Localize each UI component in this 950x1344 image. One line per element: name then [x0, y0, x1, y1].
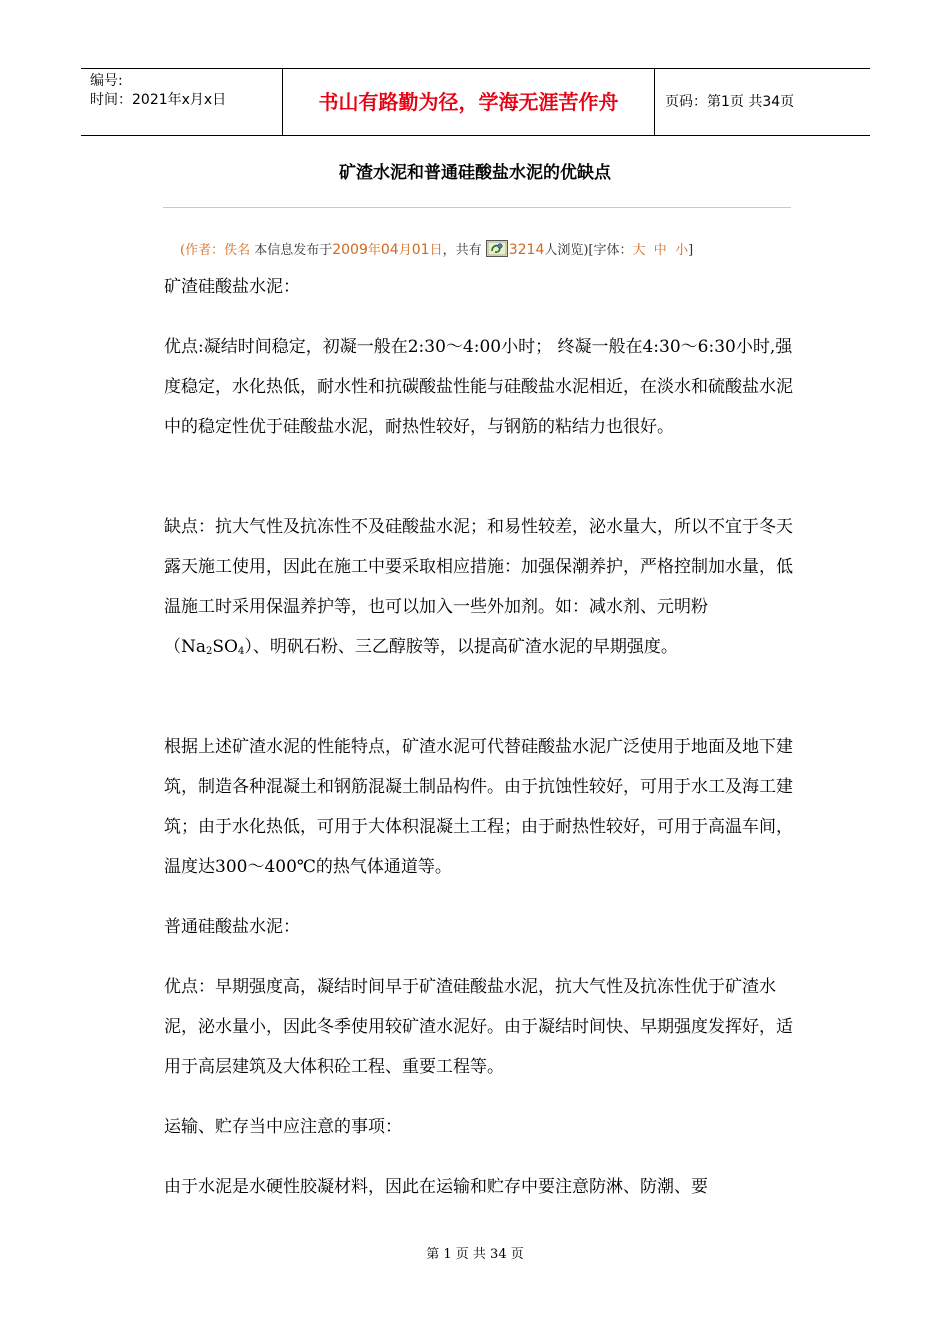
meta-year-unit: 年	[367, 243, 381, 258]
document-title: 矿渣水泥和普通硅酸盐水泥的优缺点	[339, 163, 611, 183]
paragraph-portland-advantages: 优点：早期强度高，凝结时间早于矿渣硅酸盐水泥，抗大气性及抗冻性优于矿渣水泥，泌水量小，因此冬季使用较矿渣水泥好。由于凝结时间快、早期强度发挥好，适用于高层建筑及大体积砼工程、重要工程等。	[164, 977, 793, 1077]
meta-month-unit: 月	[398, 243, 412, 258]
serial-number-label: 编号:	[90, 73, 123, 89]
meta-year: 2009	[332, 242, 368, 258]
meta-month: 04	[380, 242, 399, 258]
meta-views-count: 3214	[508, 242, 545, 258]
page-header	[81, 68, 870, 136]
paragraph-transport-body: 由于水泥是水硬性胶凝材料，因此在运输和贮存中要注意防淋、防潮、要	[164, 1177, 708, 1197]
meta-open-paren: (	[180, 243, 186, 258]
meta-day: 01	[411, 242, 430, 258]
paragraph-portland-heading: 普通硅酸盐水泥：	[164, 917, 300, 937]
slag-disadvantages-text-a: 缺点：抗大气性及抗冻性不及硅酸盐水泥；和易性较差，泌水量大，所以不宜于冬天露天施工使用，因此在施工中要采取相应措施：加强保潮养护，严格控制加水量，低温施工时采用保温养护等，也可以加入一些外加剂。如：减水剂、元明粉（Na	[164, 517, 793, 657]
article-meta	[180, 240, 693, 261]
meta-close-bracket: ]	[688, 243, 694, 258]
views-counter-icon	[486, 240, 508, 257]
meta-day-unit: 日	[429, 243, 443, 258]
paragraph-transport-heading: 运输、贮存当中应注意的事项：	[164, 1117, 402, 1137]
slag-disadvantages-text-b: ）、明矾石粉、三乙醇胺等，以提高矿渣水泥的早期强度。	[244, 637, 678, 657]
page-footer: 第 1 页 共 34 页	[426, 1247, 524, 1262]
formula-subscript-2: 2	[206, 646, 213, 657]
title-divider	[163, 207, 791, 208]
meta-published-prefix: 本信息发布于	[250, 243, 333, 258]
formula-subscript-4: 4	[237, 646, 245, 657]
meta-views-suffix: 人浏览)[字体：	[544, 243, 633, 258]
font-size-large-link[interactable]: 大	[632, 243, 646, 258]
paragraph-slag-applications: 根据上述矿渣水泥的性能特点，矿渣水泥可代替硅酸盐水泥广泛使用于地面及地下建筑，制造各种混凝土和钢筋混凝土制品构件。由于抗蚀性较好，可用于水工及海工建筑；由于水化热低，可用于大体积混凝土工程；由于耐热性较好，可用于高温车间，温度达300～400℃的热气体通道等。	[164, 737, 793, 877]
header-motto: 书山有路勤为径，学海无涯苦作舟	[283, 69, 655, 135]
meta-author: 作者：佚名	[185, 243, 251, 258]
font-size-medium-link[interactable]: 中	[653, 243, 667, 258]
paragraph-slag-disadvantages	[164, 507, 794, 672]
paragraph-slag-advantages: 优点:凝结时间稳定，初凝一般在2:30～4:00小时； 终凝一般在4:30～6:30小时,强度稳定，水化热低，耐水性和抗碳酸盐性能与硅酸盐水泥相近，在淡水和硫酸盐水泥中的稳定性优于硅酸盐水泥，耐热性较好，与钢筋的粘结力也很好。	[164, 337, 793, 437]
header-info-cell	[81, 69, 283, 135]
formula-so: SO	[212, 637, 238, 657]
paragraph-slag-cement-heading: 矿渣硅酸盐水泥：	[164, 277, 300, 297]
font-size-small-link[interactable]: 小	[675, 243, 689, 258]
meta-views-prefix: ，共有	[442, 243, 486, 258]
header-page-info: 页码：第1页 共34页	[665, 94, 795, 110]
date-label: 时间：2021年x月x日	[90, 92, 227, 108]
